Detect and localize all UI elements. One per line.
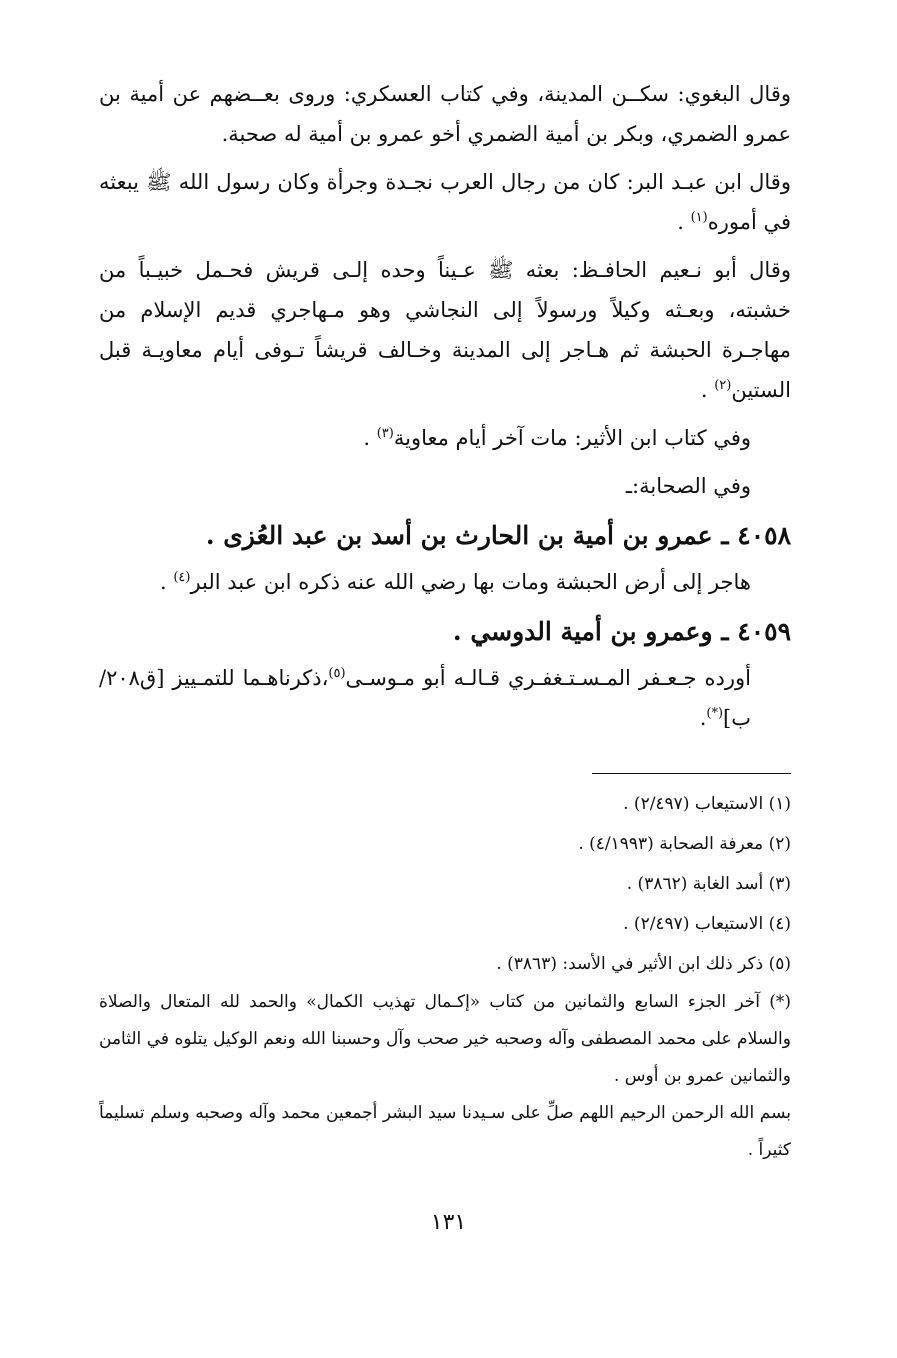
entry-text-4058 [99,562,791,602]
footnote-star-colophon: (*) آخر الجزء السابع والثمانين من كتاب «إكـمال تهذيب الكمال» والحمد لله المتعال والصلاة والسلام على محمد المصطفى وآله وصحبه خير صحب وآل وحسبنا الله ونعم الوكيل يتلوه في الثامن والثمانين عمرو بن أوس . [99,992,791,1086]
footnote-ref-2[interactable]: (٢) [714,378,732,393]
paragraph-baghawi [99,74,791,154]
entry-text-continued: ،ذكرناهـما للتمـييز [ق٢٠٨/ب] [99,666,751,730]
footnotes [99,784,791,1169]
paragraph-abu-nuaym [99,250,791,410]
paragraph-text: وقال ابن عبـد البر: كان من رجال العرب نجـدة وجرأة وكان رسول الله ﷺ يبعثه في أموره [99,170,791,234]
footnote-ref-3[interactable]: (٣) [376,426,394,441]
footnote-3: (٣) أسد الغابة (٣٨٦٢) . [626,874,791,894]
entry-text: هاجر إلى أرض الحبشة ومات بها رضي الله عنه ذكره ابن عبد البر [190,570,751,594]
footnote-1: (١) الاستيعاب (٢/٤٩٧) . [623,794,791,814]
footnote-ref-5[interactable]: (٥) [328,666,346,681]
footnote-4: (٤) الاستيعاب (٢/٤٩٧) . [623,914,791,934]
footnote-5: (٥) ذكر ذلك ابن الأثير في الأسد: (٣٨٦٣) . [496,954,791,974]
footnote-ref-1[interactable]: (١) [690,210,708,225]
paragraph-end: . [700,378,715,402]
paragraph-text: وفي الصحابة:ـ [625,474,751,498]
footnote-2: (٢) معرفة الصحابة (٤/١٩٩٣) . [578,834,791,854]
footnote-ref-4[interactable]: (٤) [173,570,191,585]
entry-text: أورده جـعـفر المـسـتـغفـري قـالـه أبو مـوسـى [345,666,751,690]
footnote-ref-star[interactable]: (*) [706,706,724,721]
footnote-star-basmala: بسم الله الرحمن الرحيم اللهم صلِّ على سـيدنا سيد البشر أجمعين محمد وآله وصحبه وسلم تسليماً كثيراً . [99,1103,791,1160]
entry-text-4059 [99,658,791,738]
paragraph-ibn-al-athir [99,418,791,458]
page-number: ١٣١ [430,1210,467,1235]
entry-heading-4059: ٤٠٥٩ ـ وعمرو بن أمية الدوسي . [452,617,791,646]
paragraph-text: وفي كتاب ابن الأثير: مات آخر أيام معاوية [393,426,751,450]
entry-end: . [699,706,707,730]
paragraph-end: . [363,426,377,450]
paragraph-text: وقال البغوي: سكــن المدينة، وفي كتاب العسكري: وروى بعــضهم عن أمية بن عمرو الضمري، وبكر بن أمية الضمري أخو عمرو بن أمية له صحبة. [99,82,791,146]
paragraph-text: وقال أبو نـعيم الحافـظ: بعثه ﷺ عـيناً وحده إلـى قريش فحـمل خبيـباً من خشبته، وبعـثه وكيلاً ورسولاً إلى النجاشي وهو مـهاجري قديم الإسلام من مهاجـرة الحبشة ثم هـاجر إلى المدينة وخـالف قريشاً تـوفى أيام معاويـة قبل الستين [99,258,791,402]
footnote-divider [592,773,791,774]
main-text [99,74,791,746]
paragraph-sahaba [99,466,791,506]
entry-end: . [159,570,174,594]
paragraph-end: . [677,210,691,234]
paragraph-ibn-abd-al-barr [99,162,791,242]
entry-heading-4058: ٤٠٥٨ ـ عمرو بن أمية بن الحارث بن أسد بن عبد العُزى . [205,521,791,550]
